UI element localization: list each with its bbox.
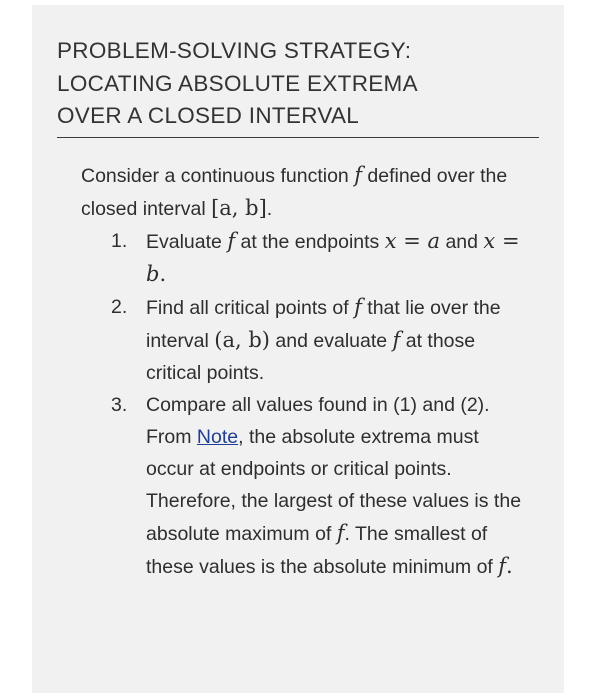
step-1-period: .	[159, 262, 167, 286]
note-link[interactable]: Note	[196, 426, 239, 448]
title-line-1: PROBLEM-SOLVING STRATEGY:	[57, 38, 412, 63]
step-3-function-f: f	[336, 521, 345, 545]
step-2-function-f: f	[354, 295, 362, 319]
steps-list	[81, 225, 531, 583]
title-line-2: LOCATING ABSOLUTE EXTREMA	[57, 70, 418, 96]
step-1-text-2: at the endpoints	[240, 231, 380, 253]
step-2-text-3: and evaluate	[275, 330, 388, 352]
strategy-title	[57, 35, 539, 138]
step-2-text-4: at those critical points.	[146, 330, 476, 384]
step-2	[81, 291, 531, 389]
step-3-text-1: Compare all values found in (1) and (2). From	[146, 394, 490, 448]
step-3-text-2: , the absolute extrema must occur at endpoints or critical points. Therefore, the largest of these values is the absolute maximum of	[146, 426, 522, 545]
step-1	[81, 225, 531, 291]
step-2-number: 2.	[111, 296, 128, 318]
intro-period: .	[266, 198, 273, 220]
step-2-interval: (a, b)	[214, 328, 270, 352]
step-3-period: .	[506, 554, 513, 578]
title-line-3: OVER A CLOSED INTERVAL	[57, 103, 360, 128]
step-3-function-f-2: f	[498, 554, 507, 578]
step-3	[81, 389, 531, 583]
step-2-function-f-2: f	[392, 328, 401, 352]
strategy-content	[81, 159, 531, 583]
step-1-text-1: Evaluate	[146, 231, 222, 253]
step-2-text-1: Find all critical points of	[146, 297, 349, 319]
strategy-box	[32, 5, 564, 693]
intro-text-2: defined over the closed interval	[81, 165, 508, 220]
step-1-function-f: f	[227, 229, 236, 253]
step-1-number: 1.	[111, 230, 128, 252]
intro-paragraph	[81, 159, 531, 225]
step-1-text-3: and	[445, 231, 478, 253]
step-3-number: 3.	[111, 394, 128, 416]
step-1-equation-a: x = a	[384, 229, 441, 253]
step-1-equation-b: x = b	[146, 229, 520, 286]
intro-interval: [a, b]	[211, 196, 267, 220]
intro-function-f: f	[354, 163, 362, 187]
step-2-text-2: that lie over the interval	[146, 297, 501, 352]
step-3-text-3: . The smallest of these values is the absolute minimum of	[146, 523, 493, 578]
intro-text-1: Consider a continuous function	[81, 165, 349, 187]
